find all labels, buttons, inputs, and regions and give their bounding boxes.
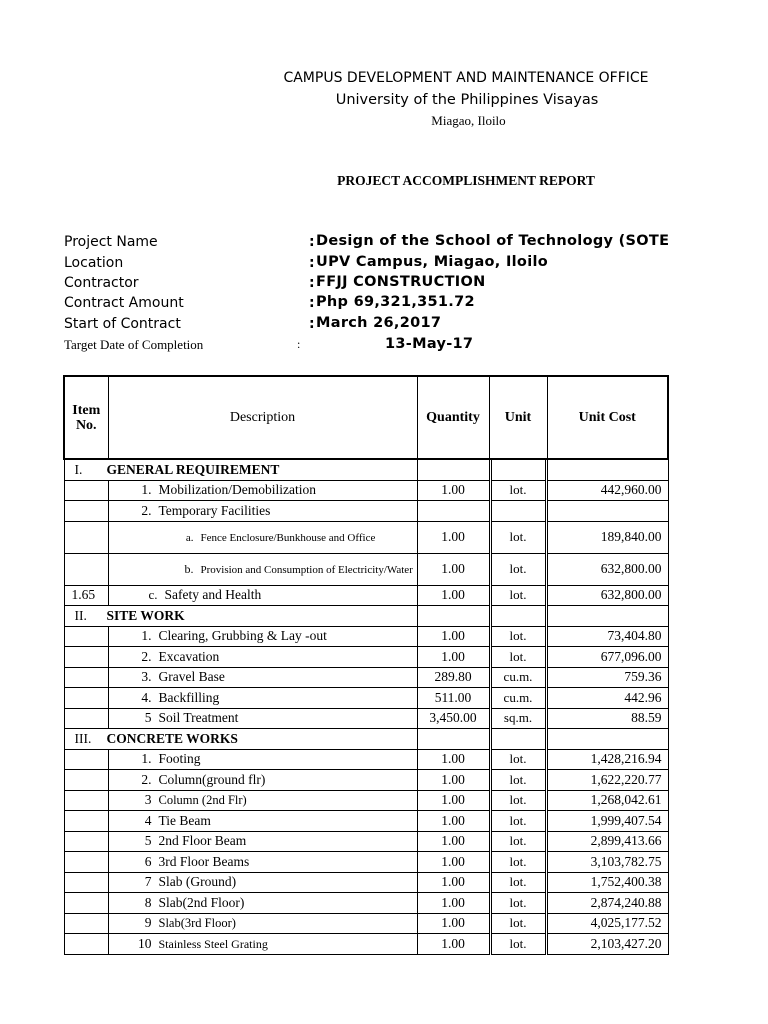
table-row [64, 811, 668, 832]
info-colon: : [309, 255, 315, 271]
item-index: b. [184, 562, 194, 576]
header-quantity: Quantity [417, 376, 489, 459]
item-description: 3rd Floor Beams [158, 853, 250, 869]
item-no-cell [64, 553, 108, 585]
description-cell [108, 626, 417, 647]
accomplishment-table [63, 375, 669, 955]
unit-cost-cell: 1,428,216.94 [547, 749, 668, 770]
table-row [64, 934, 668, 955]
item-index: 5 [144, 710, 152, 726]
unit-cell: lot. [491, 521, 545, 553]
section-title [64, 606, 417, 627]
report-title: PROJECT ACCOMPLISHMENT REPORT [337, 173, 595, 188]
office-name: CAMPUS DEVELOPMENT AND MAINTENANCE OFFICE [283, 70, 649, 86]
item-description: Clearing, Grubbing & Lay -out [158, 628, 327, 644]
info-label-project-name: Project Name [64, 234, 158, 250]
section-roman: II. [74, 607, 87, 623]
item-no-cell [64, 934, 108, 955]
item-description: Footing [158, 751, 201, 767]
info-value-location: UPV Campus, Miagao, Iloilo [316, 254, 548, 270]
table-row [64, 521, 668, 553]
info-label-location: Location [64, 255, 124, 271]
item-index: 8 [144, 894, 152, 910]
item-no-cell [64, 626, 108, 647]
description-cell [108, 647, 417, 668]
info-value-contract-amount: Php 69,321,351.72 [316, 294, 475, 310]
description-cell [108, 553, 417, 585]
table-row [64, 667, 668, 688]
item-description: Stainless Steel Grating [158, 936, 268, 951]
description-cell [108, 501, 417, 522]
item-description: Column(ground flr) [158, 771, 266, 787]
item-description: Slab(2nd Floor) [158, 894, 245, 910]
unit-cell: lot. [491, 647, 545, 668]
table-row [64, 708, 668, 729]
unit-cost-cell: 632,800.00 [547, 553, 668, 585]
quantity-cell: 1.00 [417, 913, 489, 934]
item-description: Safety and Health [164, 587, 262, 603]
quantity-cell: 1.00 [417, 521, 489, 553]
description-cell [108, 667, 417, 688]
unit-cell: lot. [491, 790, 545, 811]
section-roman: I. [74, 461, 83, 477]
section-roman: III. [74, 730, 92, 746]
quantity-cell: 1.00 [417, 852, 489, 873]
table-row [64, 770, 668, 791]
info-value-target-date: 13-May-17 [385, 336, 474, 352]
unit-cell: lot. [491, 872, 545, 893]
item-index: 10 [138, 935, 152, 951]
unit-cost-cell: 3,103,782.75 [547, 852, 668, 873]
header-unit-cost: Unit Cost [547, 376, 668, 459]
quantity-cell [417, 501, 489, 522]
table-row [64, 852, 668, 873]
description-cell [108, 831, 417, 852]
info-label-contractor: Contractor [64, 275, 139, 291]
unit-cell: lot. [491, 852, 545, 873]
description-cell [108, 872, 417, 893]
quantity-cell: 1.00 [417, 893, 489, 914]
item-description: 2nd Floor Beam [158, 833, 247, 849]
item-no-cell [64, 480, 108, 501]
info-colon: : [309, 316, 315, 332]
item-no-cell [64, 521, 108, 553]
table-row [64, 749, 668, 770]
item-description: Gravel Base [158, 669, 225, 685]
table-cell [491, 606, 545, 627]
table-cell [547, 606, 668, 627]
table-row [64, 553, 668, 585]
description-cell [108, 770, 417, 791]
unit-cell: lot. [491, 553, 545, 585]
table-cell [547, 459, 668, 480]
quantity-cell: 1.00 [417, 480, 489, 501]
unit-cost-cell: 442.96 [547, 688, 668, 709]
description-cell [108, 934, 417, 955]
description-cell [108, 913, 417, 934]
item-index: 2. [141, 502, 152, 518]
item-index: 6 [144, 853, 152, 869]
item-index: 1. [141, 751, 152, 767]
item-description: Provision and Consumption of Electricity/Water [200, 564, 413, 576]
item-index: c. [148, 587, 158, 603]
header-description: Description [108, 376, 417, 459]
unit-cost-cell: 2,899,413.66 [547, 831, 668, 852]
item-no-cell [64, 913, 108, 934]
item-description: Soil Treatment [158, 710, 239, 726]
item-index: 7 [144, 874, 152, 890]
unit-cost-cell: 677,096.00 [547, 647, 668, 668]
table-row [64, 626, 668, 647]
table-row [64, 831, 668, 852]
item-no-cell [64, 667, 108, 688]
item-index: 1. [141, 482, 152, 498]
unit-cost-cell: 1,622,220.77 [547, 770, 668, 791]
section-row [64, 606, 668, 627]
university-location: Miagao, Iloilo [431, 113, 506, 128]
quantity-cell: 1.00 [417, 626, 489, 647]
description-cell [108, 521, 417, 553]
section-title [64, 729, 417, 750]
info-label-contract-amount: Contract Amount [64, 295, 184, 311]
section-name: SITE WORK [106, 607, 185, 623]
info-colon: : [309, 295, 315, 311]
unit-cell: cu.m. [491, 688, 545, 709]
item-index: 9 [144, 915, 152, 931]
item-index: 5 [144, 833, 152, 849]
unit-cost-cell: 759.36 [547, 667, 668, 688]
quantity-cell: 1.00 [417, 934, 489, 955]
description-cell [108, 749, 417, 770]
unit-cell [491, 501, 545, 522]
item-no-cell [64, 893, 108, 914]
quantity-cell: 3,450.00 [417, 708, 489, 729]
item-no-cell [64, 708, 108, 729]
description-cell [108, 893, 417, 914]
section-title [64, 459, 417, 480]
item-index: 3. [141, 669, 152, 685]
item-no-cell [64, 811, 108, 832]
unit-cell: lot. [491, 585, 545, 606]
unit-cost-cell: 1,999,407.54 [547, 811, 668, 832]
item-no-cell [64, 647, 108, 668]
table-row [64, 913, 668, 934]
quantity-cell: 511.00 [417, 688, 489, 709]
unit-cost-cell: 1,752,400.38 [547, 872, 668, 893]
unit-cell: lot. [491, 770, 545, 791]
item-no-cell [64, 749, 108, 770]
quantity-cell: 1.00 [417, 647, 489, 668]
item-index: 4. [141, 689, 152, 705]
item-description: Slab (Ground) [158, 874, 237, 890]
description-cell [108, 480, 417, 501]
unit-cell: lot. [491, 913, 545, 934]
item-no-cell: 1.65 [64, 585, 108, 606]
unit-cost-cell: 88.59 [547, 708, 668, 729]
table-cell [491, 729, 545, 750]
unit-cell: lot. [491, 811, 545, 832]
unit-cell: lot. [491, 831, 545, 852]
table-header-row [64, 376, 668, 459]
item-description: Temporary Facilities [158, 502, 271, 518]
unit-cost-cell: 1,268,042.61 [547, 790, 668, 811]
table-row [64, 585, 668, 606]
description-cell [108, 708, 417, 729]
item-description: Slab(3rd Floor) [158, 916, 236, 931]
unit-cell: lot. [491, 934, 545, 955]
table-cell [547, 729, 668, 750]
item-no-cell [64, 852, 108, 873]
item-index: a. [185, 532, 194, 544]
info-value-start-of-contract: March 26,2017 [316, 315, 442, 331]
table-cell [491, 459, 545, 480]
unit-cost-cell [547, 501, 668, 522]
unit-cost-cell: 2,103,427.20 [547, 934, 668, 955]
table-row [64, 872, 668, 893]
unit-cost-cell: 73,404.80 [547, 626, 668, 647]
info-colon: : [309, 234, 315, 250]
header-unit: Unit [489, 376, 547, 459]
section-row [64, 459, 668, 480]
table-row [64, 790, 668, 811]
table-row [64, 893, 668, 914]
quantity-cell: 1.00 [417, 872, 489, 893]
item-description: Backfilling [158, 689, 220, 705]
item-no-cell [64, 831, 108, 852]
quantity-cell: 1.00 [417, 749, 489, 770]
quantity-cell: 289.80 [417, 667, 489, 688]
info-value-contractor: FFJJ CONSTRUCTION [316, 274, 486, 290]
unit-cost-cell: 632,800.00 [547, 585, 668, 606]
item-index: 4 [144, 812, 152, 828]
item-description: Tie Beam [158, 812, 211, 828]
unit-cell: lot. [491, 893, 545, 914]
quantity-cell: 1.00 [417, 831, 489, 852]
unit-cost-cell: 2,874,240.88 [547, 893, 668, 914]
quantity-cell: 1.00 [417, 585, 489, 606]
item-index: 3 [144, 792, 152, 808]
header-item-no: Item No. [64, 376, 108, 459]
unit-cost-cell: 442,960.00 [547, 480, 668, 501]
item-no-cell [64, 501, 108, 522]
table-row [64, 501, 668, 522]
table-cell [417, 729, 489, 750]
unit-cost-cell: 4,025,177.52 [547, 913, 668, 934]
item-index: 1. [141, 628, 152, 644]
item-no-cell [64, 770, 108, 791]
unit-cell: sq.m. [491, 708, 545, 729]
item-index: 2. [141, 771, 152, 787]
table-row [64, 480, 668, 501]
item-no-cell [64, 872, 108, 893]
info-label-start-of-contract: Start of Contract [64, 316, 181, 332]
info-colon: : [297, 337, 301, 351]
info-label-target-date: Target Date of Completion [64, 337, 204, 352]
section-name: CONCRETE WORKS [106, 730, 238, 746]
item-description: Fence Enclosure/Bunkhouse and Office [200, 532, 376, 544]
unit-cell: lot. [491, 749, 545, 770]
description-cell [108, 688, 417, 709]
item-description: Column (2nd Flr) [158, 793, 247, 808]
section-name: GENERAL REQUIREMENT [106, 461, 280, 477]
unit-cost-cell: 189,840.00 [547, 521, 668, 553]
unit-cell: cu.m. [491, 667, 545, 688]
quantity-cell: 1.00 [417, 790, 489, 811]
item-description: Excavation [158, 648, 220, 664]
item-description: Mobilization/Demobilization [158, 482, 316, 498]
item-index: 2. [141, 648, 152, 664]
info-colon: : [309, 275, 315, 291]
table-cell [417, 459, 489, 480]
section-row [64, 729, 668, 750]
description-cell [108, 585, 417, 606]
quantity-cell: 1.00 [417, 811, 489, 832]
unit-cell: lot. [491, 480, 545, 501]
table-row [64, 647, 668, 668]
unit-cell: lot. [491, 626, 545, 647]
table-cell [417, 606, 489, 627]
info-value-project-name: Design of the School of Technology (SOTE [316, 233, 670, 249]
quantity-cell: 1.00 [417, 553, 489, 585]
item-no-cell [64, 790, 108, 811]
description-cell [108, 790, 417, 811]
table-row [64, 688, 668, 709]
description-cell [108, 811, 417, 832]
university-name: University of the Philippines Visayas [335, 92, 599, 108]
quantity-cell: 1.00 [417, 770, 489, 791]
description-cell [108, 852, 417, 873]
item-no-cell [64, 688, 108, 709]
